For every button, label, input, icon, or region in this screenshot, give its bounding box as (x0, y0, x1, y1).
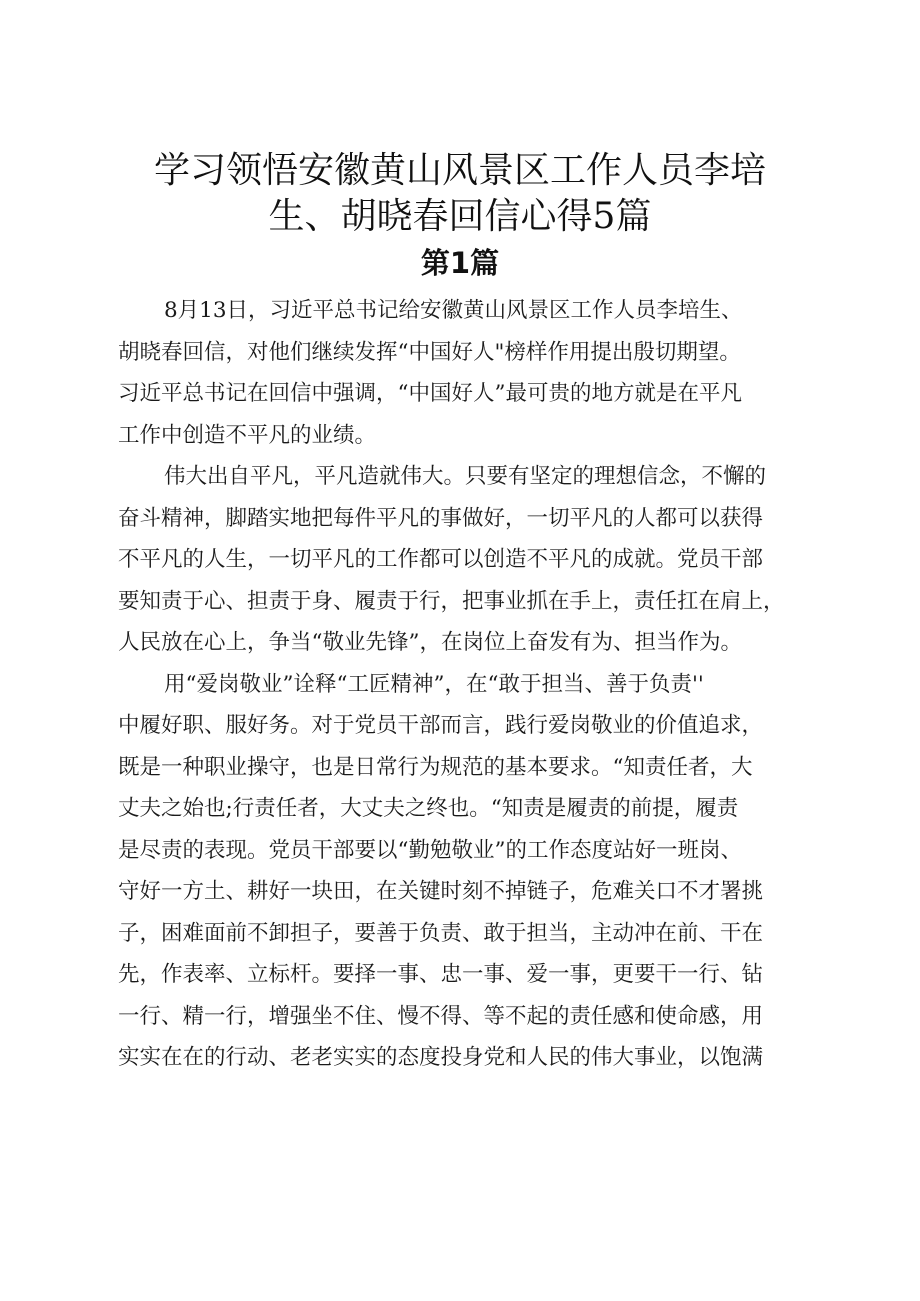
paragraph-3-line: 先，作表率、立标杆。要择一事、忠一事、爱一事，更要干一行、钻 (118, 962, 764, 987)
paragraph-3-line: 是尽责的表现。党员干部要以“勤勉敬业”的工作态度站好一班岗、 (118, 837, 742, 863)
paragraph-2-line: 要知责于心、担责于身、履责于行，把事业抓在手上，责任扛在肩上， (118, 588, 785, 614)
document-title (110, 148, 810, 240)
paragraph-2-line: 奋斗精神，脚踏实地把每件平凡的事做好，一切平凡的人都可以获得 (118, 505, 764, 531)
paragraph-3-line: 守好一方土、耕好一块田，在关键时刻不掉链子，危难关口不才署挑 (118, 879, 764, 904)
section-heading: 第1篇 (420, 246, 500, 280)
paragraph-2-line: 不平凡的人生，一切平凡的工作都可以创造不平凡的成就。党员干部 (118, 547, 764, 572)
paragraph-1-line: 习近平总书记在回信中强调，“中国好人”最可贵的地方就是在平凡 (118, 381, 742, 406)
paragraph-3-line: 子，困难面前不卸担子，要善于负责、敢于担当，主动冲在前、干在 (118, 920, 764, 946)
paragraph-3-line: 实实在在的行动、老老实实的态度投身党和人民的伟大事业，以饱满 (118, 1045, 764, 1070)
paragraph-3-line: 一行、精一行，增强坐不住、慢不得、等不起的责任感和使命感，用 (118, 1003, 764, 1029)
paragraph-3-line: 中履好职、服好务。对于党员干部而言，践行爱岗敬业的价值追求， (118, 713, 764, 738)
paragraph-1-line: 工作中创造不平凡的业绩。 (118, 422, 377, 448)
paragraph-3-line: 既是一种职业操守，也是日常行为规范的基本要求。“知责任者，大 (118, 754, 753, 780)
paragraph-3-line-1: 用“爱岗敬业”诠释“工匠精神”，在“敢于担当、善于负责'' (164, 671, 704, 697)
title-line: 学习领悟安徽黄山风景区工作人员李培 (153, 150, 766, 191)
paragraph-1-line-1: 8月13日，习近平总书记给安徽黄山风景区工作人员李培生、 (164, 298, 743, 323)
paragraph-2-line: 人民放在心上，争当“敬业先锋”，在岗位上奋发有为、担当作为。 (118, 630, 742, 655)
paragraph-1-line: 胡晓春回信，对他们继续发挥“中国好人"榜样作用提出殷切期望。 (118, 339, 741, 365)
paragraph-3-line: 丈夫之始也;行责任者，大丈夫之终也。“知责是履责的前提，履责 (118, 796, 739, 821)
paragraph-2-line-1: 伟大出自平凡，平凡造就伟大。只要有坚定的理想信念，不懈的 (164, 464, 767, 489)
document-body (118, 290, 808, 1079)
title-line: 生、胡晓春回信心得5篇 (268, 196, 652, 237)
